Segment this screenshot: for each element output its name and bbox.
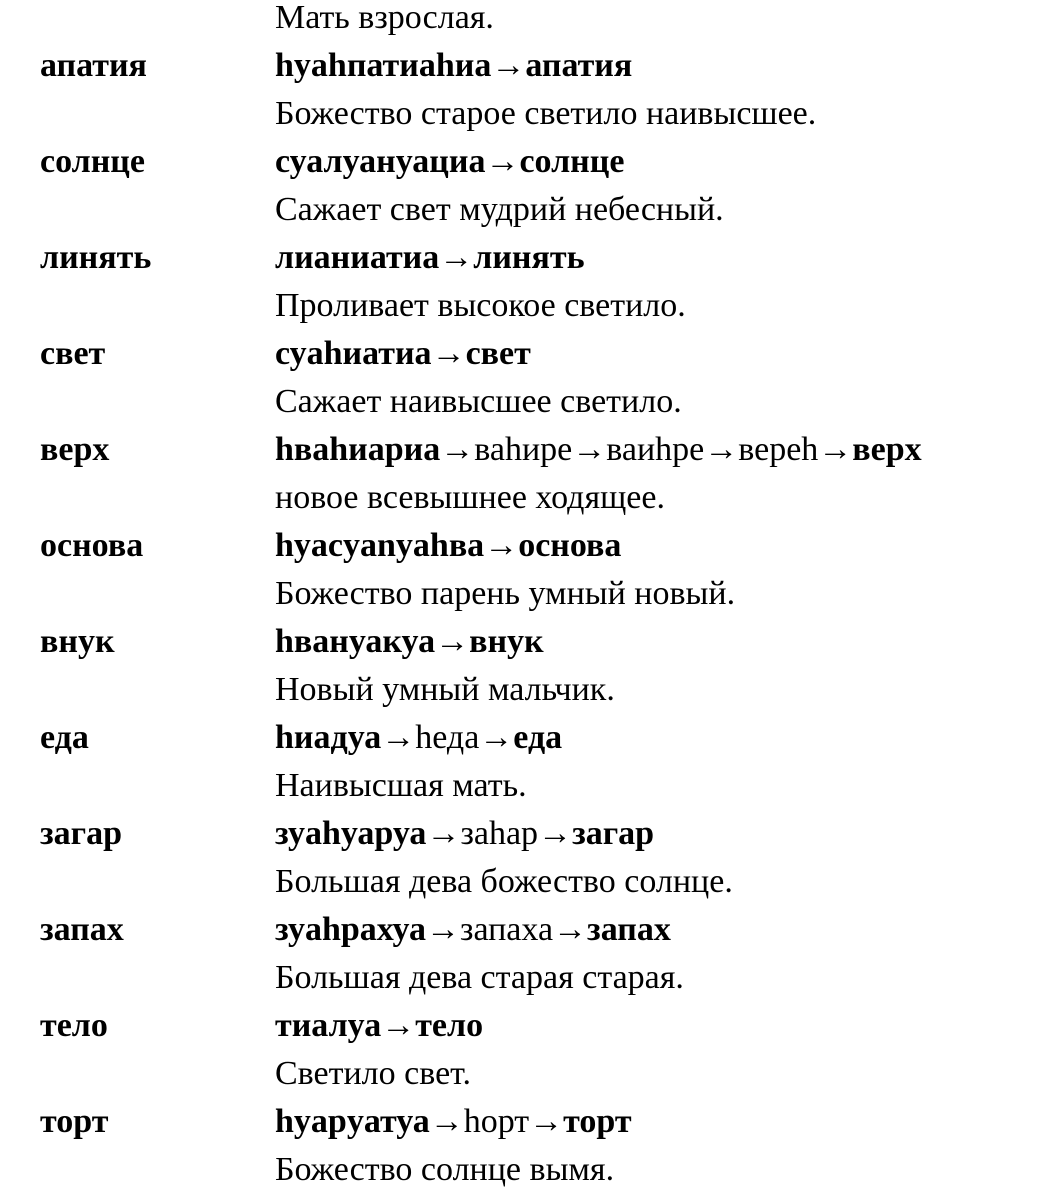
etymology-segment: → (435, 623, 470, 660)
etymology-segment: → (431, 335, 466, 372)
entry-gloss: Наивысшая мать. (275, 767, 527, 804)
entry-etymology (275, 330, 531, 378)
etymology-segment: →hеда→ (381, 719, 514, 756)
entry-term: верх (40, 431, 110, 468)
entry-term: запах (40, 911, 124, 948)
entry-gloss-row (0, 858, 1043, 906)
etymology-segment: →запаха→ (426, 911, 588, 948)
etymology-segment: →ваhирe→ваиhрe→верeh→ (440, 431, 853, 468)
etymology-segment: загар (572, 815, 655, 852)
entry-row (0, 618, 1043, 666)
entry-gloss: Божество парень умный новый. (275, 575, 736, 612)
etymology-segment: hyacyanyahва (275, 527, 485, 564)
etymology-segment: торт (563, 1103, 632, 1140)
entry-gloss: Большая дева старая старая. (275, 959, 684, 996)
entry-etymology (275, 906, 671, 954)
etymology-segment: hвануакуа (275, 623, 436, 660)
entry-gloss: Сажает наивысшее светило. (275, 383, 682, 420)
etymology-segment: солнце (519, 143, 625, 180)
etymology-segment: → (381, 1007, 416, 1044)
entry-row (0, 426, 1043, 474)
etymology-segment: hваhиариа (275, 431, 441, 468)
etymology-segment: запах (587, 911, 671, 948)
entry-row (0, 906, 1043, 954)
entry-gloss-row (0, 282, 1043, 330)
entry-etymology (275, 714, 562, 762)
etymology-segment: свет (465, 335, 531, 372)
entry-gloss-row (0, 1146, 1043, 1194)
entry-etymology (275, 810, 654, 858)
entry-etymology (275, 522, 621, 570)
intro-line (0, 0, 1043, 42)
entry-gloss-row (0, 762, 1043, 810)
entry-gloss-row (0, 90, 1043, 138)
entry-term: солнце (40, 143, 145, 180)
entry-gloss: Проливает высокое светило. (275, 287, 686, 324)
entry-term: свет (40, 335, 106, 372)
etymology-segment: верх (852, 431, 922, 468)
entry-row (0, 138, 1043, 186)
etymology-segment: суahиатиа (275, 335, 432, 372)
entry-etymology (275, 426, 922, 474)
etymology-segment: hyahпатиahиа (275, 47, 492, 84)
entry-term: тело (40, 1007, 108, 1044)
entry-gloss: новое всевышнее ходящее. (275, 479, 665, 516)
etymology-segment: зуahуаруа (275, 815, 427, 852)
entry-etymology (275, 138, 624, 186)
intro-gloss: Мать взрослая. (275, 0, 494, 36)
entry-gloss: Большая дева божество солнце. (275, 863, 733, 900)
etymology-segment: суалуануациа (275, 143, 486, 180)
etymology-segment: внук (469, 623, 544, 660)
entry-row (0, 42, 1043, 90)
etymology-segment: апатия (525, 47, 633, 84)
entry-term: апатия (40, 47, 147, 84)
entry-etymology (275, 618, 544, 666)
entry-term: загар (40, 815, 123, 852)
etymology-segment: → (484, 527, 519, 564)
entry-gloss: Сажает свет мудрий небесный. (275, 191, 724, 228)
entry-gloss-row (0, 954, 1043, 1002)
entry-etymology (275, 1002, 483, 1050)
etymology-segment: hyapyатуа (275, 1103, 430, 1140)
entry-gloss-row (0, 1050, 1043, 1098)
etymology-segment: тело (415, 1007, 484, 1044)
etymology-segment: лианиатиа (275, 239, 440, 276)
entry-row (0, 810, 1043, 858)
etymology-segment: → (491, 47, 526, 84)
entry-row (0, 234, 1043, 282)
etymology-segment: →hорт→ (429, 1103, 564, 1140)
entry-term: внук (40, 623, 115, 660)
entry-gloss-row (0, 570, 1043, 618)
etymology-segment: hиадуа (275, 719, 382, 756)
entry-term: основа (40, 527, 144, 564)
entry-term: линять (40, 239, 152, 276)
etymology-segment: → (439, 239, 474, 276)
entry-row (0, 1098, 1043, 1146)
entry-term: еда (40, 719, 89, 756)
entry-gloss: Божество старое светило наивысшее. (275, 95, 817, 132)
etymology-segment: еда (513, 719, 563, 756)
entry-row (0, 714, 1043, 762)
entry-row (0, 522, 1043, 570)
entry-row (0, 1002, 1043, 1050)
entry-term: торт (40, 1103, 109, 1140)
etymology-segment: линять (473, 239, 585, 276)
etymology-segment: →заhар→ (426, 815, 573, 852)
etymology-segment: основа (518, 527, 622, 564)
entry-gloss: Божество солнце вымя. (275, 1151, 615, 1188)
entry-gloss: Светило свет. (275, 1055, 471, 1092)
entry-etymology (275, 42, 632, 90)
etymology-segment: → (485, 143, 520, 180)
entry-etymology (275, 234, 585, 282)
etymology-segment: тиалуа (275, 1007, 382, 1044)
entry-gloss-row (0, 378, 1043, 426)
entry-gloss-row (0, 186, 1043, 234)
entry-gloss-row (0, 474, 1043, 522)
entry-row (0, 330, 1043, 378)
entry-etymology (275, 1098, 632, 1146)
entry-gloss: Новый умный мальчик. (275, 671, 615, 708)
etymology-segment: зуahрахуа (275, 911, 427, 948)
entry-gloss-row (0, 666, 1043, 714)
